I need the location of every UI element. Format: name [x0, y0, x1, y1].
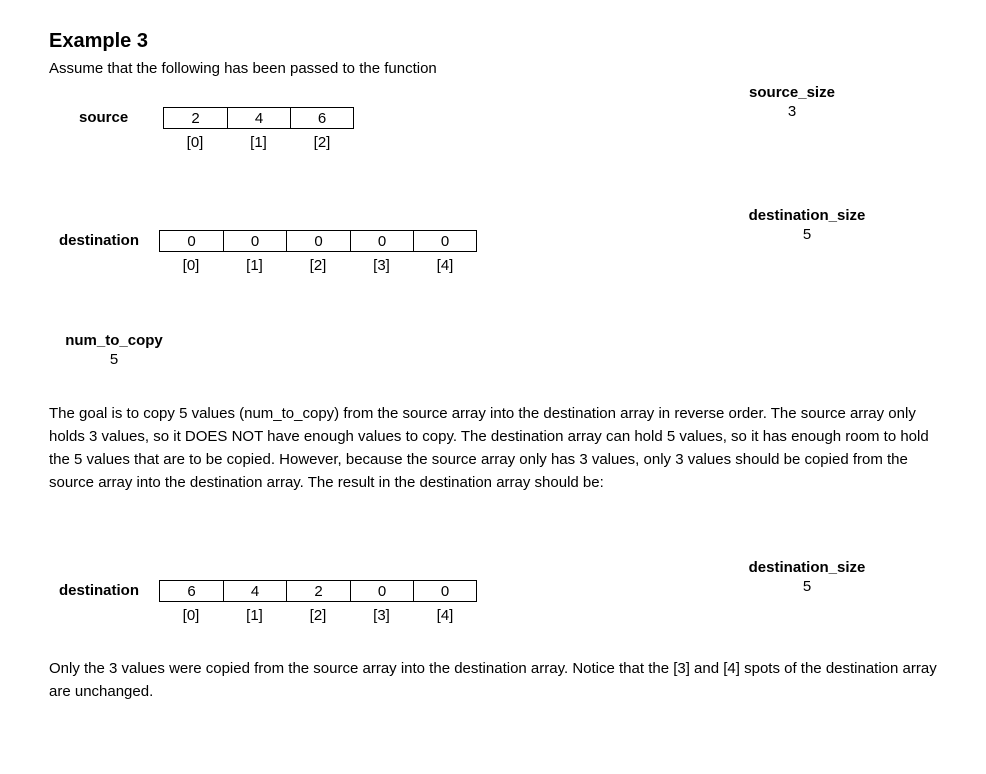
array-cell: 0: [413, 580, 477, 602]
destination-label: destination: [59, 232, 140, 249]
result-size-block: [727, 559, 887, 595]
array-index: [3]: [373, 607, 390, 624]
explanation-paragraph: The goal is to copy 5 values (num_to_copy) from the source array into the destination array in reverse order. The source array only holds 3 values, so it DOES NOT have enough values to copy. The destination array can hold 5 values, so it has enough room to hold the 5 values that are to be copied. However, because the source array only has 3 values, only 3 values should be copied from the source array into the destination array. The result in the destination array should be:: [49, 405, 929, 491]
array-index: [2]: [313, 134, 331, 151]
array-cell: 6: [290, 107, 354, 129]
array-cell: 4: [223, 580, 286, 602]
source-size-label: source_size: [749, 84, 835, 101]
num-to-copy-label: num_to_copy: [65, 332, 163, 349]
result-size-value: 5: [802, 578, 812, 595]
result-size-label: destination_size: [748, 559, 866, 576]
array-index: [2]: [309, 257, 327, 274]
array-index: [4]: [436, 607, 454, 624]
num-to-copy-block: [54, 332, 174, 368]
destination-size-block: [727, 207, 887, 243]
array-cell: 0: [159, 230, 223, 252]
array-cell: 2: [286, 580, 350, 602]
destination-size-label: destination_size: [748, 207, 866, 224]
result-destination-indices: [159, 607, 477, 624]
intro-text: Assume that the following has been passed to the function: [49, 60, 437, 77]
destination-array: [159, 230, 477, 252]
array-index: [0]: [182, 257, 200, 274]
array-cell: 4: [227, 107, 290, 129]
array-cell: 0: [350, 230, 413, 252]
array-cell: 6: [159, 580, 223, 602]
array-index: [2]: [309, 607, 327, 624]
array-index: [0]: [186, 134, 204, 151]
destination-indices: [159, 257, 477, 274]
array-index: [4]: [436, 257, 454, 274]
num-to-copy-value: 5: [109, 351, 119, 368]
array-cell: 2: [163, 107, 227, 129]
array-index: [1]: [246, 607, 263, 624]
destination-size-value: 5: [802, 226, 812, 243]
array-index: [1]: [250, 134, 267, 151]
source-label: source: [79, 109, 129, 126]
result-destination-label: destination: [59, 582, 140, 599]
source-indices: [163, 134, 354, 151]
source-size-block: [712, 84, 872, 120]
array-index: [0]: [182, 607, 200, 624]
conclusion-paragraph: Only the 3 values were copied from the source array into the destination array. Notice that the [3] and [4] spots of the destination array are unchanged.: [49, 660, 937, 700]
array-cell: 0: [350, 580, 413, 602]
array-cell: 0: [223, 230, 286, 252]
array-index: [3]: [373, 257, 390, 274]
example-heading: Example 3: [49, 30, 148, 52]
source-size-value: 3: [787, 103, 797, 120]
source-array: [163, 107, 354, 129]
result-destination-array: [159, 580, 477, 602]
array-cell: 0: [286, 230, 350, 252]
array-index: [1]: [246, 257, 263, 274]
array-cell: 0: [413, 230, 477, 252]
